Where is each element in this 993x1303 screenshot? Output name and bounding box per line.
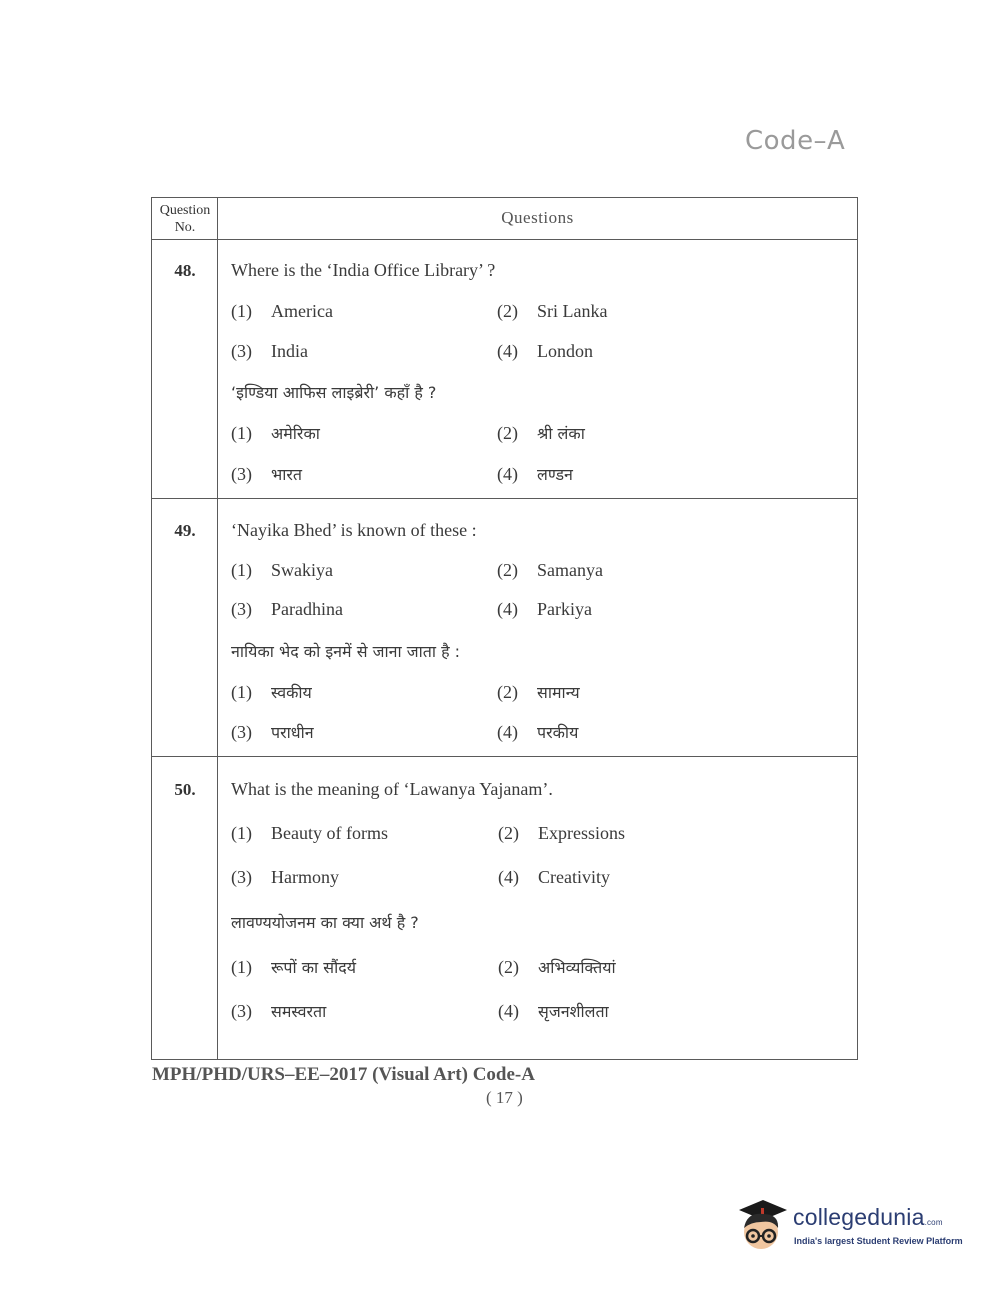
question-number: 50. <box>174 780 196 799</box>
paper-code: Code–A <box>745 126 846 156</box>
option-3-hi: (3) समस्वरता <box>231 1001 327 1021</box>
option-4-hi: (4) लण्डन <box>497 464 573 484</box>
row-divider <box>152 498 857 499</box>
option-3-hi: (3) पराधीन <box>231 722 314 742</box>
option-3-hi: (3) भारत <box>231 464 303 484</box>
option-2-hi: (2) श्री लंका <box>497 423 585 443</box>
question-text-en: ‘Nayika Bhed’ is known of these : <box>231 520 477 540</box>
option-4-en: (4) Parkiya <box>497 599 592 619</box>
option-1-hi: (1) अमेरिका <box>231 423 320 443</box>
option-2-en: (2) Sri Lanka <box>497 301 608 321</box>
option-1-en: (1) Beauty of forms <box>231 823 388 843</box>
option-2-en: (2) Expressions <box>498 823 625 843</box>
option-3-en: (3) India <box>231 341 308 361</box>
option-1-en: (1) Swakiya <box>231 560 333 580</box>
column-divider <box>217 198 218 1059</box>
question-text-hi: ‘इण्डिया आफिस लाइब्रेरी’ कहाँ है ? <box>231 383 437 402</box>
question-text-hi: नायिका भेद को इनमें से जाना जाता है : <box>231 642 461 661</box>
option-3-en: (3) Harmony <box>231 867 339 887</box>
brand-logo <box>733 1196 963 1258</box>
question-text-en: Where is the ‘India Office Library’ ? <box>231 260 496 280</box>
option-2-en: (2) Samanya <box>497 560 603 580</box>
question-number: 49. <box>174 521 196 540</box>
option-1-hi: (1) स्वकीय <box>231 682 312 702</box>
option-1-en: (1) America <box>231 301 333 321</box>
question-text-hi: लावण्ययोजनम का क्या अर्थ है ? <box>231 913 419 932</box>
paper-footer: MPH/PHD/URS–EE–2017 (Visual Art) Code-A <box>152 1064 535 1085</box>
question-table <box>151 197 858 1060</box>
question-text-en: What is the meaning of ‘Lawanya Yajanam’. <box>231 779 553 799</box>
mascot-icon <box>733 1196 793 1258</box>
option-4-en: (4) Creativity <box>498 867 610 887</box>
option-4-en: (4) London <box>497 341 593 361</box>
option-3-en: (3) Paradhina <box>231 599 343 619</box>
option-2-hi: (2) अभिव्यक्तियां <box>498 957 616 977</box>
brand-name: collegedunia.com <box>793 1204 943 1230</box>
option-2-hi: (2) सामान्य <box>497 682 580 702</box>
option-4-hi: (4) परकीय <box>497 722 579 742</box>
header-question-no: Question No. <box>159 203 211 235</box>
brand-tagline: India's largest Student Review Platform <box>794 1236 963 1246</box>
row-divider <box>152 756 857 757</box>
page-number: ( 17 ) <box>486 1088 523 1107</box>
question-number: 48. <box>174 261 196 280</box>
header-questions: Questions <box>501 208 574 227</box>
header-divider <box>152 239 857 240</box>
option-4-hi: (4) सृजनशीलता <box>498 1001 609 1021</box>
option-1-hi: (1) रूपों का सौंदर्य <box>231 957 357 977</box>
